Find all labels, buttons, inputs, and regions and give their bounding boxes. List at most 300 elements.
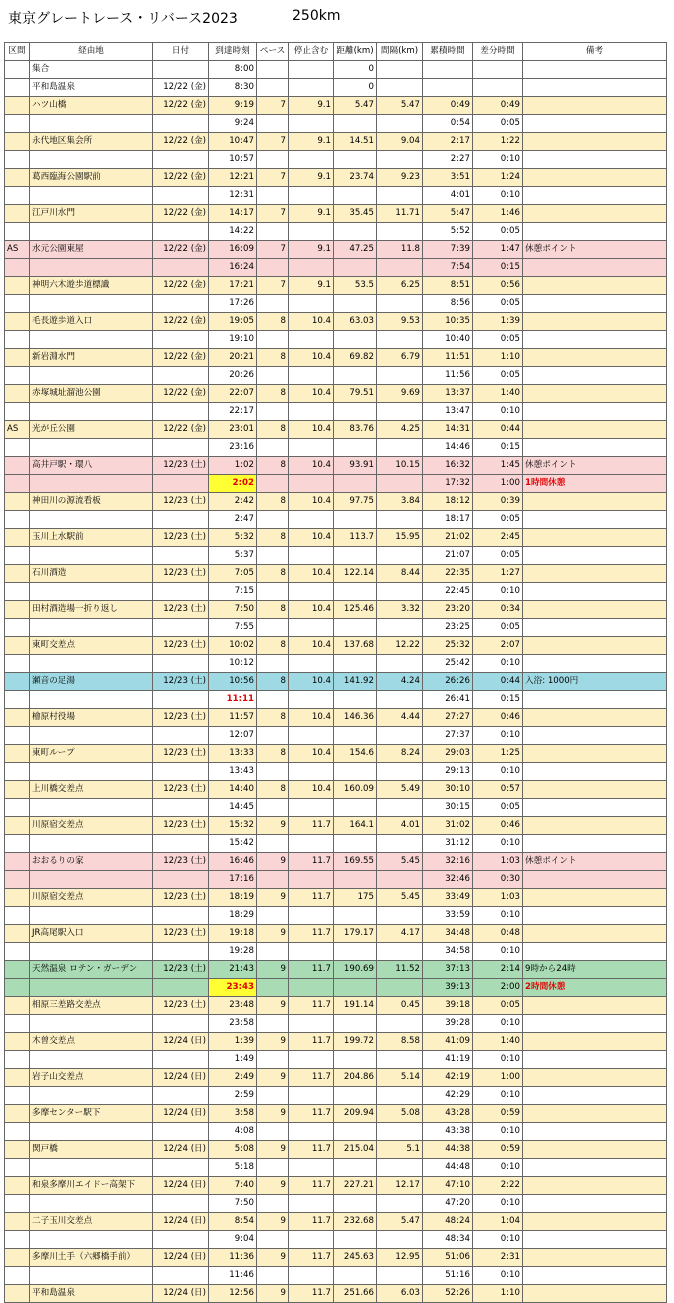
cell-cumulative-time[interactable]: 30:10 (423, 781, 473, 799)
cell-arrival-time[interactable]: 23:43 (209, 979, 257, 997)
cell-distance[interactable]: 0 (334, 61, 377, 79)
cell-notes[interactable]: 休憩ポイント (523, 241, 667, 259)
cell-distance[interactable]: 35.45 (334, 205, 377, 223)
cell-pace-with-stops[interactable]: 9.1 (289, 133, 334, 151)
cell-interval[interactable]: 5.08 (377, 1105, 423, 1123)
cell-distance[interactable]: 179.17 (334, 925, 377, 943)
cell-pace[interactable] (257, 367, 289, 385)
cell-cumulative-time[interactable]: 42:19 (423, 1069, 473, 1087)
cell-arrival-time[interactable]: 15:42 (209, 835, 257, 853)
cell-pace[interactable] (257, 871, 289, 889)
cell-notes[interactable] (523, 1069, 667, 1087)
cell-arrival-time[interactable]: 23:16 (209, 439, 257, 457)
cell-cumulative-time[interactable]: 14:31 (423, 421, 473, 439)
cell-pace[interactable] (257, 655, 289, 673)
cell-waypoint[interactable] (30, 151, 153, 169)
cell-section[interactable] (5, 169, 30, 187)
cell-section[interactable] (5, 1087, 30, 1105)
cell-pace-with-stops[interactable] (289, 691, 334, 709)
cell-date[interactable]: 12/24 (日) (153, 1213, 209, 1231)
cell-diff-time[interactable]: 1:22 (473, 133, 523, 151)
cell-cumulative-time[interactable]: 7:39 (423, 241, 473, 259)
cell-pace-with-stops[interactable] (289, 259, 334, 277)
cell-pace[interactable]: 9 (257, 853, 289, 871)
cell-arrival-time[interactable]: 10:57 (209, 151, 257, 169)
cell-date[interactable]: 12/23 (土) (153, 997, 209, 1015)
cell-pace[interactable] (257, 727, 289, 745)
cell-cumulative-time[interactable]: 27:37 (423, 727, 473, 745)
cell-distance[interactable]: 190.69 (334, 961, 377, 979)
cell-pace-with-stops[interactable] (289, 295, 334, 313)
cell-distance[interactable]: 191.14 (334, 997, 377, 1015)
cell-pace[interactable] (257, 331, 289, 349)
cell-notes[interactable] (523, 331, 667, 349)
cell-distance[interactable]: 47.25 (334, 241, 377, 259)
cell-notes[interactable] (523, 781, 667, 799)
cell-notes[interactable] (523, 1087, 667, 1105)
cell-distance[interactable]: 23.74 (334, 169, 377, 187)
cell-diff-time[interactable]: 0:15 (473, 259, 523, 277)
cell-waypoint[interactable]: 関戸橋 (30, 1141, 153, 1159)
cell-diff-time[interactable]: 0:10 (473, 1015, 523, 1033)
cell-pace[interactable]: 9 (257, 1249, 289, 1267)
cell-date[interactable]: 12/24 (日) (153, 1177, 209, 1195)
cell-diff-time[interactable] (473, 61, 523, 79)
cell-cumulative-time[interactable]: 13:47 (423, 403, 473, 421)
cell-arrival-time[interactable]: 19:28 (209, 943, 257, 961)
cell-distance[interactable] (334, 331, 377, 349)
cell-distance[interactable] (334, 295, 377, 313)
cell-pace[interactable]: 7 (257, 277, 289, 295)
cell-interval[interactable] (377, 79, 423, 97)
cell-notes[interactable] (523, 259, 667, 277)
cell-cumulative-time[interactable]: 5:52 (423, 223, 473, 241)
cell-pace-with-stops[interactable] (289, 115, 334, 133)
cell-notes[interactable] (523, 169, 667, 187)
cell-distance[interactable]: 164.1 (334, 817, 377, 835)
cell-notes[interactable] (523, 151, 667, 169)
cell-distance[interactable]: 227.21 (334, 1177, 377, 1195)
cell-pace[interactable]: 8 (257, 709, 289, 727)
cell-section[interactable] (5, 331, 30, 349)
cell-distance[interactable]: 154.6 (334, 745, 377, 763)
cell-section[interactable] (5, 1105, 30, 1123)
cell-pace[interactable]: 8 (257, 529, 289, 547)
cell-notes[interactable] (523, 223, 667, 241)
cell-interval[interactable] (377, 583, 423, 601)
cell-waypoint[interactable] (30, 259, 153, 277)
cell-pace[interactable]: 9 (257, 1213, 289, 1231)
cell-section[interactable] (5, 1267, 30, 1285)
cell-cumulative-time[interactable]: 18:12 (423, 493, 473, 511)
cell-pace-with-stops[interactable]: 9.1 (289, 241, 334, 259)
cell-section[interactable]: AS (5, 241, 30, 259)
cell-pace[interactable] (257, 475, 289, 493)
cell-notes[interactable] (523, 349, 667, 367)
cell-section[interactable] (5, 817, 30, 835)
cell-interval[interactable]: 10.15 (377, 457, 423, 475)
cell-pace-with-stops[interactable] (289, 79, 334, 97)
cell-date[interactable] (153, 511, 209, 529)
cell-notes[interactable] (523, 799, 667, 817)
cell-interval[interactable] (377, 871, 423, 889)
cell-cumulative-time[interactable]: 25:32 (423, 637, 473, 655)
cell-diff-time[interactable]: 0:10 (473, 907, 523, 925)
cell-waypoint[interactable] (30, 763, 153, 781)
cell-diff-time[interactable]: 0:05 (473, 367, 523, 385)
cell-diff-time[interactable]: 2:22 (473, 1177, 523, 1195)
cell-distance[interactable] (334, 799, 377, 817)
cell-diff-time[interactable]: 0:10 (473, 655, 523, 673)
cell-date[interactable] (153, 691, 209, 709)
cell-arrival-time[interactable]: 16:09 (209, 241, 257, 259)
cell-waypoint[interactable]: 和泉多摩川エイドー高架下 (30, 1177, 153, 1195)
cell-interval[interactable]: 9.04 (377, 133, 423, 151)
cell-pace-with-stops[interactable] (289, 187, 334, 205)
cell-waypoint[interactable] (30, 331, 153, 349)
cell-notes[interactable]: 1時間休憩 (523, 475, 667, 493)
cell-distance[interactable]: 215.04 (334, 1141, 377, 1159)
cell-pace[interactable]: 8 (257, 637, 289, 655)
cell-arrival-time[interactable]: 13:33 (209, 745, 257, 763)
cell-pace[interactable] (257, 583, 289, 601)
cell-diff-time[interactable]: 0:46 (473, 709, 523, 727)
cell-notes[interactable]: 休憩ポイント (523, 853, 667, 871)
cell-pace[interactable] (257, 1051, 289, 1069)
cell-section[interactable] (5, 673, 30, 691)
cell-pace[interactable]: 8 (257, 601, 289, 619)
cell-section[interactable] (5, 313, 30, 331)
cell-interval[interactable]: 4.24 (377, 673, 423, 691)
cell-date[interactable] (153, 223, 209, 241)
cell-waypoint[interactable]: 神田川の源流看板 (30, 493, 153, 511)
cell-notes[interactable] (523, 1033, 667, 1051)
cell-section[interactable] (5, 1159, 30, 1177)
cell-notes[interactable] (523, 835, 667, 853)
cell-interval[interactable] (377, 259, 423, 277)
cell-section[interactable]: AS (5, 421, 30, 439)
cell-distance[interactable]: 175 (334, 889, 377, 907)
cell-interval[interactable] (377, 799, 423, 817)
cell-pace-with-stops[interactable]: 9.1 (289, 205, 334, 223)
cell-section[interactable] (5, 79, 30, 97)
cell-cumulative-time[interactable]: 8:51 (423, 277, 473, 295)
cell-interval[interactable] (377, 1267, 423, 1285)
cell-section[interactable] (5, 259, 30, 277)
cell-section[interactable] (5, 115, 30, 133)
cell-interval[interactable]: 9.53 (377, 313, 423, 331)
cell-distance[interactable]: 97.75 (334, 493, 377, 511)
cell-date[interactable] (153, 943, 209, 961)
cell-distance[interactable]: 141.92 (334, 673, 377, 691)
cell-cumulative-time[interactable]: 22:45 (423, 583, 473, 601)
cell-interval[interactable]: 12.17 (377, 1177, 423, 1195)
cell-cumulative-time[interactable]: 25:42 (423, 655, 473, 673)
cell-pace-with-stops[interactable]: 11.7 (289, 1105, 334, 1123)
cell-distance[interactable] (334, 1195, 377, 1213)
cell-waypoint[interactable]: 葛西臨海公園駅前 (30, 169, 153, 187)
cell-pace[interactable] (257, 1123, 289, 1141)
cell-cumulative-time[interactable]: 13:37 (423, 385, 473, 403)
cell-diff-time[interactable]: 1:24 (473, 169, 523, 187)
cell-cumulative-time[interactable]: 17:32 (423, 475, 473, 493)
cell-diff-time[interactable]: 0:10 (473, 1051, 523, 1069)
cell-arrival-time[interactable]: 2:02 (209, 475, 257, 493)
cell-cumulative-time[interactable]: 31:02 (423, 817, 473, 835)
cell-date[interactable] (153, 907, 209, 925)
cell-interval[interactable] (377, 979, 423, 997)
cell-pace-with-stops[interactable]: 10.4 (289, 673, 334, 691)
cell-arrival-time[interactable]: 11:11 (209, 691, 257, 709)
cell-diff-time[interactable]: 0:05 (473, 799, 523, 817)
cell-section[interactable] (5, 1285, 30, 1303)
cell-waypoint[interactable] (30, 1195, 153, 1213)
cell-waypoint[interactable]: 新岩淵水門 (30, 349, 153, 367)
cell-waypoint[interactable]: 川原宿交差点 (30, 889, 153, 907)
cell-cumulative-time[interactable]: 29:03 (423, 745, 473, 763)
cell-pace-with-stops[interactable]: 11.7 (289, 925, 334, 943)
cell-cumulative-time[interactable]: 26:26 (423, 673, 473, 691)
cell-section[interactable] (5, 799, 30, 817)
cell-waypoint[interactable]: 玉川上水駅前 (30, 529, 153, 547)
cell-date[interactable] (153, 979, 209, 997)
cell-section[interactable] (5, 601, 30, 619)
cell-arrival-time[interactable]: 5:08 (209, 1141, 257, 1159)
cell-arrival-time[interactable]: 11:46 (209, 1267, 257, 1285)
cell-date[interactable] (153, 1087, 209, 1105)
cell-arrival-time[interactable]: 14:45 (209, 799, 257, 817)
cell-arrival-time[interactable]: 9:04 (209, 1231, 257, 1249)
cell-distance[interactable] (334, 655, 377, 673)
cell-date[interactable]: 12/23 (土) (153, 853, 209, 871)
cell-pace-with-stops[interactable]: 10.4 (289, 781, 334, 799)
cell-section[interactable] (5, 295, 30, 313)
cell-arrival-time[interactable]: 19:05 (209, 313, 257, 331)
cell-distance[interactable] (334, 835, 377, 853)
cell-notes[interactable] (523, 295, 667, 313)
cell-diff-time[interactable] (473, 79, 523, 97)
cell-section[interactable] (5, 187, 30, 205)
cell-waypoint[interactable] (30, 979, 153, 997)
cell-section[interactable] (5, 1213, 30, 1231)
cell-arrival-time[interactable]: 3:58 (209, 1105, 257, 1123)
cell-notes[interactable] (523, 727, 667, 745)
cell-arrival-time[interactable]: 10:02 (209, 637, 257, 655)
cell-waypoint[interactable]: 多摩川土手（六郷橋手前） (30, 1249, 153, 1267)
cell-interval[interactable]: 5.47 (377, 1213, 423, 1231)
cell-interval[interactable] (377, 331, 423, 349)
cell-diff-time[interactable]: 2:00 (473, 979, 523, 997)
cell-cumulative-time[interactable]: 0:54 (423, 115, 473, 133)
cell-diff-time[interactable]: 1:47 (473, 241, 523, 259)
cell-notes[interactable] (523, 511, 667, 529)
cell-notes[interactable]: 2時間休憩 (523, 979, 667, 997)
cell-pace[interactable]: 7 (257, 241, 289, 259)
cell-arrival-time[interactable]: 20:21 (209, 349, 257, 367)
cell-pace-with-stops[interactable] (289, 727, 334, 745)
cell-arrival-time[interactable]: 14:40 (209, 781, 257, 799)
cell-pace-with-stops[interactable]: 11.7 (289, 1141, 334, 1159)
cell-cumulative-time[interactable]: 22:35 (423, 565, 473, 583)
cell-waypoint[interactable] (30, 691, 153, 709)
cell-distance[interactable] (334, 115, 377, 133)
cell-cumulative-time[interactable]: 43:28 (423, 1105, 473, 1123)
cell-cumulative-time[interactable]: 10:35 (423, 313, 473, 331)
cell-cumulative-time[interactable]: 41:19 (423, 1051, 473, 1069)
cell-waypoint[interactable] (30, 1087, 153, 1105)
cell-arrival-time[interactable]: 11:57 (209, 709, 257, 727)
cell-diff-time[interactable]: 2:31 (473, 1249, 523, 1267)
cell-notes[interactable] (523, 403, 667, 421)
cell-interval[interactable]: 6.25 (377, 277, 423, 295)
cell-waypoint[interactable]: 集合 (30, 61, 153, 79)
cell-arrival-time[interactable]: 12:07 (209, 727, 257, 745)
cell-arrival-time[interactable]: 7:05 (209, 565, 257, 583)
cell-section[interactable] (5, 1033, 30, 1051)
cell-diff-time[interactable]: 0:10 (473, 1123, 523, 1141)
cell-pace-with-stops[interactable] (289, 619, 334, 637)
cell-section[interactable] (5, 835, 30, 853)
cell-notes[interactable] (523, 907, 667, 925)
cell-arrival-time[interactable]: 2:59 (209, 1087, 257, 1105)
cell-diff-time[interactable]: 0:10 (473, 403, 523, 421)
cell-date[interactable] (153, 763, 209, 781)
cell-diff-time[interactable]: 0:15 (473, 691, 523, 709)
cell-distance[interactable] (334, 1231, 377, 1249)
cell-pace[interactable] (257, 1159, 289, 1177)
cell-pace[interactable]: 9 (257, 1285, 289, 1303)
cell-arrival-time[interactable]: 19:18 (209, 925, 257, 943)
cell-notes[interactable] (523, 565, 667, 583)
cell-diff-time[interactable]: 0:48 (473, 925, 523, 943)
cell-notes[interactable] (523, 997, 667, 1015)
cell-date[interactable]: 12/24 (日) (153, 1033, 209, 1051)
cell-interval[interactable] (377, 907, 423, 925)
cell-notes[interactable] (523, 79, 667, 97)
cell-section[interactable] (5, 493, 30, 511)
cell-pace-with-stops[interactable]: 10.4 (289, 457, 334, 475)
cell-notes[interactable] (523, 1177, 667, 1195)
cell-arrival-time[interactable]: 8:30 (209, 79, 257, 97)
cell-waypoint[interactable]: 二子玉川交差点 (30, 1213, 153, 1231)
cell-distance[interactable] (334, 727, 377, 745)
cell-notes[interactable] (523, 709, 667, 727)
cell-diff-time[interactable]: 0:10 (473, 1159, 523, 1177)
cell-distance[interactable]: 146.36 (334, 709, 377, 727)
cell-diff-time[interactable]: 0:56 (473, 277, 523, 295)
cell-arrival-time[interactable]: 7:40 (209, 1177, 257, 1195)
cell-diff-time[interactable]: 0:05 (473, 547, 523, 565)
cell-arrival-time[interactable]: 18:19 (209, 889, 257, 907)
cell-pace-with-stops[interactable] (289, 547, 334, 565)
cell-interval[interactable] (377, 475, 423, 493)
cell-pace-with-stops[interactable]: 10.4 (289, 709, 334, 727)
cell-arrival-time[interactable]: 1:02 (209, 457, 257, 475)
cell-notes[interactable] (523, 871, 667, 889)
cell-notes[interactable] (523, 187, 667, 205)
cell-distance[interactable]: 93.91 (334, 457, 377, 475)
cell-diff-time[interactable]: 0:05 (473, 115, 523, 133)
cell-cumulative-time[interactable]: 47:20 (423, 1195, 473, 1213)
cell-notes[interactable] (523, 943, 667, 961)
cell-waypoint[interactable]: 田村酒造場一折り返し (30, 601, 153, 619)
cell-interval[interactable] (377, 547, 423, 565)
cell-pace[interactable]: 8 (257, 313, 289, 331)
cell-notes[interactable] (523, 745, 667, 763)
cell-notes[interactable] (523, 367, 667, 385)
cell-interval[interactable]: 11.71 (377, 205, 423, 223)
cell-date[interactable] (153, 1051, 209, 1069)
cell-waypoint[interactable] (30, 583, 153, 601)
cell-distance[interactable] (334, 439, 377, 457)
cell-waypoint[interactable] (30, 367, 153, 385)
cell-pace[interactable]: 9 (257, 1069, 289, 1087)
cell-distance[interactable] (334, 547, 377, 565)
cell-pace[interactable] (257, 1195, 289, 1213)
cell-notes[interactable] (523, 925, 667, 943)
cell-diff-time[interactable]: 0:10 (473, 1231, 523, 1249)
cell-diff-time[interactable]: 1:39 (473, 313, 523, 331)
cell-interval[interactable] (377, 295, 423, 313)
cell-interval[interactable] (377, 655, 423, 673)
cell-pace-with-stops[interactable] (289, 223, 334, 241)
cell-date[interactable]: 12/23 (土) (153, 529, 209, 547)
cell-notes[interactable] (523, 1159, 667, 1177)
cell-interval[interactable]: 15.95 (377, 529, 423, 547)
cell-section[interactable] (5, 547, 30, 565)
cell-arrival-time[interactable]: 16:24 (209, 259, 257, 277)
cell-arrival-time[interactable]: 17:21 (209, 277, 257, 295)
cell-cumulative-time[interactable]: 44:48 (423, 1159, 473, 1177)
cell-notes[interactable] (523, 493, 667, 511)
cell-section[interactable] (5, 781, 30, 799)
cell-notes[interactable]: 9時から24時 (523, 961, 667, 979)
cell-pace-with-stops[interactable]: 11.7 (289, 1249, 334, 1267)
cell-distance[interactable]: 113.7 (334, 529, 377, 547)
cell-pace[interactable]: 8 (257, 457, 289, 475)
cell-section[interactable] (5, 403, 30, 421)
cell-waypoint[interactable] (30, 619, 153, 637)
cell-arrival-time[interactable]: 12:56 (209, 1285, 257, 1303)
cell-section[interactable] (5, 889, 30, 907)
cell-distance[interactable]: 245.63 (334, 1249, 377, 1267)
cell-diff-time[interactable]: 0:15 (473, 439, 523, 457)
cell-pace[interactable]: 9 (257, 1177, 289, 1195)
cell-pace[interactable] (257, 619, 289, 637)
cell-interval[interactable]: 5.47 (377, 97, 423, 115)
cell-pace-with-stops[interactable] (289, 151, 334, 169)
cell-section[interactable] (5, 1123, 30, 1141)
cell-section[interactable] (5, 979, 30, 997)
cell-notes[interactable] (523, 1123, 667, 1141)
cell-diff-time[interactable]: 0:44 (473, 673, 523, 691)
cell-diff-time[interactable]: 1:10 (473, 349, 523, 367)
cell-waypoint[interactable]: JR高尾駅入口 (30, 925, 153, 943)
cell-distance[interactable] (334, 871, 377, 889)
cell-interval[interactable]: 11.52 (377, 961, 423, 979)
cell-waypoint[interactable]: 瀬音の足湯 (30, 673, 153, 691)
cell-date[interactable]: 12/24 (日) (153, 1141, 209, 1159)
cell-distance[interactable]: 5.47 (334, 97, 377, 115)
cell-distance[interactable]: 14.51 (334, 133, 377, 151)
cell-arrival-time[interactable]: 20:26 (209, 367, 257, 385)
cell-pace-with-stops[interactable]: 10.4 (289, 745, 334, 763)
cell-section[interactable] (5, 1249, 30, 1267)
cell-interval[interactable] (377, 61, 423, 79)
cell-cumulative-time[interactable]: 48:34 (423, 1231, 473, 1249)
cell-diff-time[interactable]: 2:45 (473, 529, 523, 547)
cell-interval[interactable]: 4.25 (377, 421, 423, 439)
